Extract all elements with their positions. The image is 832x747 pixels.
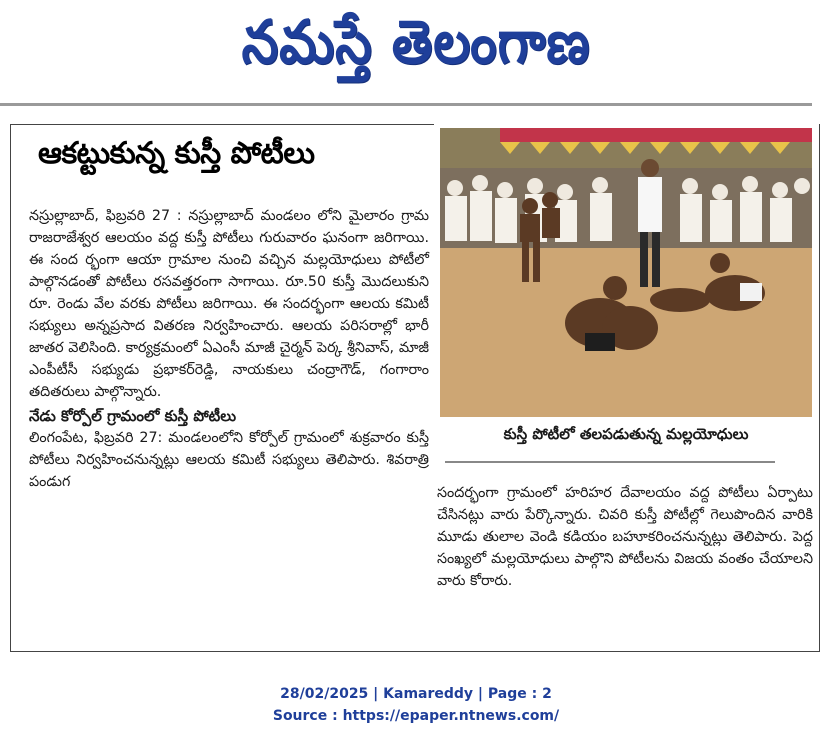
article-frame-right (819, 124, 820, 652)
article-subheading: నేడు కోర్పోల్ గ్రామంలో కుస్తీ పోటీలు (29, 407, 237, 425)
article-frame-bottom (10, 651, 820, 652)
article-paragraph-2: లింగంపేట, ఫిబ్రవరి 27: మండలంలోని కోర్పోల్ గ్రామంలో శుక్రవారం కుస్తీ పోటీలు నిర్వహించనున్నట్లు ఆలయ కమిటీ సభ్యులు తెలిపారు. శివరాత్రి పండుగ (29, 430, 429, 490)
source-link[interactable]: Source : https://epaper.ntnews.com/ (272, 708, 560, 724)
page-footer (0, 683, 832, 727)
article-paragraph-1: నస్రుల్లాబాద్, ఫిబ్రవరి 27 : నస్రుల్లాబాద్ మండలం లోని మైలారం గ్రామ రాజరాజేశ్వర ఆలయం వద్ద కుస్తీ పోటీలు గురువారం ఘనంగా జరిగాయి. ఈ సంద ర్భంగా ఆయా గ్రామాల నుంచి వచ్చిన మల్లయోధులు పోటీలో పాల్గొనడంతో పోటీలు రసవత్తరంగా సాగాయి. రూ.50 కుస్తీ మొదలుకుని రూ. రెండు వేల వరకు పోటీలు జరిగాయి. ఈ సందర్భంగా ఆలయ కమిటీ సభ్యులు అన్నప్రసాద వితరణ నిర్వహించారు. ఆలయ పరిసరాల్లో భారీ జాతర వెలిసింది. కార్యక్రమంలో ఏఎంసీ మాజీ చైర్మన్ పెర్క శ్రీనివాస్, మాజీ ఎంపీటీసీ సభ్యుడు ప్రభాకర్‌రెడ్డి, నాయకులు చంద్రాగౌడ్, గంగారాం తదితరులు పాల్గొన్నారు. (29, 208, 429, 400)
caption-divider (445, 461, 775, 463)
masthead-divider (0, 103, 812, 106)
masthead (0, 0, 832, 100)
article-right-column (437, 482, 813, 592)
wrestling-photo-illustration (440, 128, 812, 417)
article-frame-top (10, 124, 434, 125)
article-photo (440, 128, 812, 417)
photo-caption: కుస్తీ పోటీలో తలపడుతున్న మల్లయోధులు (503, 425, 749, 443)
article-paragraph-3: సందర్భంగా గ్రామంలో హరిహర దేవాలయం వద్ద పోటీలు ఏర్పాటు చేసినట్లు వారు పేర్కొన్నారు. చివరి కుస్తీ పోటీల్లో గెలుపొందిన వారికి మూడు తులాల వెండి కడియం బహూకరించనున్నట్లు తెలిపారు. పెద్ద సంఖ్యలో మల్లయోధులు పాల్గొని పోటీలను విజయ వంతం చేయాలని వారు కోరారు. (437, 485, 813, 589)
article-frame-left (10, 124, 11, 652)
masthead-logo: నమస్తే తెలంగాణ (241, 8, 591, 78)
edition-info: 28/02/2025 | Kamareddy | Page : 2 (280, 686, 552, 702)
article-headline: ఆకట్టుకున్న కుస్తీ పోటీలు (38, 136, 315, 171)
article-left-column (29, 205, 429, 493)
